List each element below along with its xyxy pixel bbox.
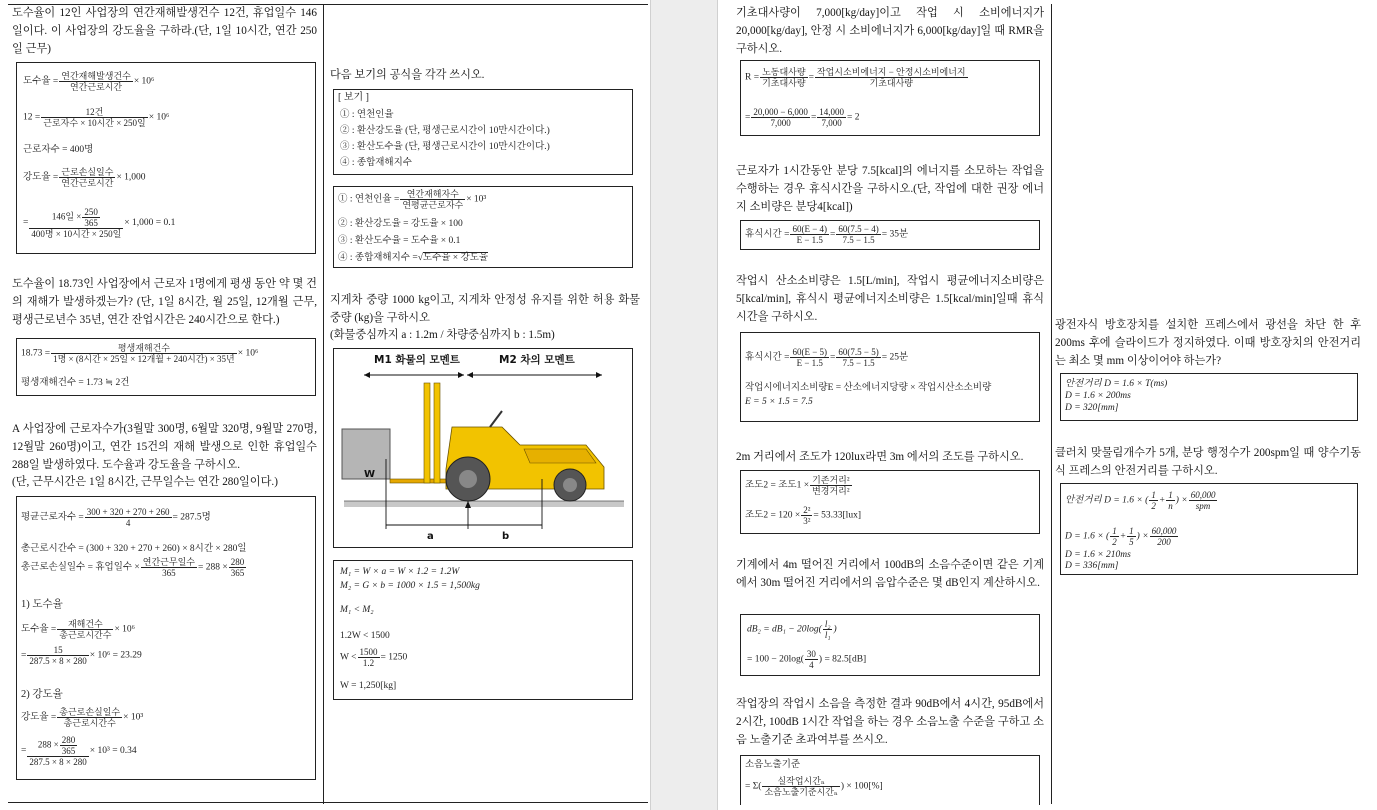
formula-line: = $\frac{15}{287.5 \times 8 \times 280}$ × 10⁶ = 23.29	[21, 645, 142, 666]
formula-line: 총근로손실일수 = 휴업일수 × $\frac{\text{연간근무일수}}{365}$ = 288 × $\frac{280}{365}$	[21, 557, 245, 578]
formula-line: 안전거리 D = 1.6 × T(ms)	[1065, 379, 1168, 389]
formula-line: R = $\frac{\text{노동대사량}}{\text{기초대사량}}$ = $\frac{\text{작업시소비에너지 − 안정시소비에너지}}{\text{기초대사량}}$	[745, 67, 966, 88]
formula-line: 휴식시간 = $\frac{60(E - 5)}{E - 1.5}$ = $\frac{60(7.5 - 5)}{7.5 - 1.5}$ = 25분	[745, 347, 909, 368]
forklift-figure	[333, 348, 633, 548]
column-divider	[323, 4, 324, 804]
mast	[434, 383, 440, 483]
example-option: ④ : 종합재해지수	[340, 158, 412, 168]
question-text: 클러치 맞물림개수가 5개, 분당 행정수가 200spm일 때 양수기동식 프레스의 안전거리를 구하시오.	[1055, 447, 1361, 478]
solution-box	[1060, 373, 1358, 421]
question-text: 광전자식 방호장치를 설치한 프레스에서 광선을 차단 한 후 200ms 후에 슬라이드가 정지하였다. 이때 방호장치의 안전거리는 최소 몇 mm 이상이어야 하는가?	[1055, 319, 1361, 368]
m1-label: M1 화물의 모멘트	[374, 354, 460, 366]
formula-line: 안전거리 D = 1.6 × ( $\frac{1}{2}$ + $\frac{1}{n}$ ) × $\frac{60,000}{\text{spm}}$	[1065, 490, 1216, 511]
solution-box	[1060, 483, 1358, 575]
page-gap	[650, 0, 718, 810]
b-label: b	[502, 531, 510, 542]
formula-line: M₁ < M₂	[340, 605, 374, 615]
formula-line: 평생재해건수 = 1.73 ≒ 2건	[21, 378, 130, 388]
formula-line: = 146일 × $\frac{250}{365}$ 400명 × 10시간 × 250일 × 1,000 = 0.1	[23, 207, 176, 239]
question-text: 도수율이 12인 사업장의 연간재해발생건수 12건, 휴업일수 146일이다. 이 사업장의 강도율을 구하라.(단, 1일 10시간, 연간 250일 근무)	[12, 7, 317, 56]
formula-line: ① : 연천인율 = $\frac{\text{연간재해자수}}{\text{연평균근로자수}}$ × 10³	[338, 189, 487, 210]
question-note: (화물중심까지 a : 1.2m / 차량중심까지 b : 1.5m)	[330, 329, 555, 341]
formula-line: dB₂ = dB₁ − 20log( $\frac{\text{l₂}}{\text{l₁}}$ )	[747, 619, 837, 640]
formula-line: 작업시에너지소비량E = 산소에너지당량 × 작업시산소소비량	[745, 383, 992, 393]
question-text: 작업시 산소소비량은 1.5[L/min], 작업시 평균에너지소비량은 5[kcal/min], 휴식시 평균에너지소비량은 1.5[kcal/min]일때 휴식시간을 구하시오.	[736, 275, 1044, 324]
right-page	[718, 0, 1377, 810]
formula-line: D = 336[mm]	[1065, 561, 1119, 571]
formula-line: E = 5 × 1.5 = 7.5	[745, 397, 813, 407]
question-text: 기계에서 4m 떨어진 거리에서 100dB의 소음수준이면 같은 기계에서 30m 떨어진 거리에서의 음압수준은 몇 dB인지 계산하시오.	[736, 559, 1044, 590]
example-box-title: [ 보기 ]	[338, 92, 369, 103]
solution-box	[16, 62, 316, 254]
formula-line: 조도2 = 120 × $\frac{\text{2²}}{\text{3²}}$ = 53.33[lux]	[745, 505, 861, 526]
formula-line: D = 1.6 × 200ms	[1065, 391, 1131, 401]
formula-line: D = 1.6 × ( $\frac{1}{2}$ + $\frac{1}{5}$ ) × $\frac{60,000}{200}$	[1065, 526, 1177, 547]
formula-line: D = 320[mm]	[1065, 403, 1119, 413]
solution-box	[740, 332, 1040, 422]
page-bottom-rule	[8, 802, 648, 803]
formula-line: = Σ( $\frac{\text{실작업시간ₙ}}{\text{소음노출기준시간ₙ}}$ ) × 100[%]	[745, 776, 883, 797]
forklift-diagram	[334, 349, 632, 547]
solution-box	[16, 496, 316, 780]
question-text: 기초대사량이 7,000[kg/day]이고 작업 시 소비에너지가 20,000[kg/day], 안정 시 소비에너지가 6,000[kg/day]일 때 RMR을 구하시오.	[736, 7, 1044, 56]
weight-label: W	[364, 469, 376, 480]
question-text: 지게차 중량 1000 kg이고, 지게차 안정성 유지를 위한 허용 화물중량 (kg)을 구하시오	[330, 294, 640, 325]
solution-box	[740, 470, 1040, 534]
formula-line: W < $\frac{1500}{1.2}$ = 1250	[340, 647, 408, 668]
question-note: (단, 근무시간은 1일 8시간, 근무일수는 연간 280일이다.)	[12, 476, 278, 488]
formula-line: 평균근로자수 = $\frac{300 + 320 + 270 + 260}{4}$ = 287.5명	[21, 507, 211, 528]
solution-box	[16, 338, 316, 396]
solution-box	[740, 220, 1040, 250]
solution-box	[333, 186, 633, 268]
formula-line: 12 = $\frac{\text{12건}}{\text{근로자수 × 10시간 × 250일}}$ × 10⁶	[23, 107, 170, 128]
example-option: ① : 연천인율	[340, 110, 394, 120]
formula-line: ③ : 환산도수율 = 도수율 × 0.1	[338, 236, 461, 246]
formula-line: ② : 환산강도율 = 강도율 × 100	[338, 219, 463, 229]
formula-line: 18.73 = $\frac{\text{평생재해건수}}{\text{1명 × (8시간 × 25일 × 12개월 + 240시간) × 35년}}$ × 10⁶	[21, 343, 259, 364]
question-text: A 사업장에 근로자수가(3월말 300명, 6월말 320명, 9월말 270명, 12월말 260명)이고, 연간 15건의 재해 발생으로 인한 휴업일수 288일 발생하였다. 도수율과 강도율을 구하시오.	[12, 423, 317, 472]
question-text: 도수율이 18.73인 사업장에서 근로자 1명에게 평생 동안 약 몇 건의 재해가 발생하겠는가? (단, 1일 8시간, 월 25일, 12개월 근무, 평생근로년수 35년, 연간 잔업시간은 240시간으로 한다.)	[12, 278, 317, 327]
question-text: 작업장의 작업시 소음을 측정한 결과 90dB에서 4시간, 95dB에서 2시간, 100dB 1시간 작업을 하는 경우 소음노출 수준을 구하고 소음 노출기준 초과여부를 쓰시오.	[736, 698, 1044, 747]
formula-line: 조도2 = 조도1 × $\frac{\text{기존거리²}}{\text{변경거리²}}$	[745, 475, 850, 496]
formula-line: = 100 − 20log( $\frac{30}{4}$ ) = 82.5[dB]	[747, 649, 867, 670]
formula-line: 도수율 = $\frac{\text{연간재해발생건수}}{\text{연간근로시간}}$ × 10⁶	[23, 71, 155, 92]
arrowhead	[364, 372, 370, 378]
formula-line: = 288 × $\frac{280}{365}$ 287.5 × 8 × 280 × 10³ = 0.34	[21, 735, 137, 767]
left-page	[0, 0, 650, 810]
question-text: 다음 보기의 공식을 각각 쓰시오.	[330, 69, 485, 81]
formula-line: 도수율 = $\frac{\text{재해건수}}{\text{총근로시간수}}$ × 10⁶	[21, 619, 135, 640]
formula-line: M₁ = W × a = W × 1.2 = 1.2W	[340, 567, 460, 577]
sub-heading: 1) 도수율	[21, 599, 63, 610]
formula-line: M₂ = G × b = 1000 × 1.5 = 1,500kg	[340, 581, 480, 591]
formula-line: 강도율 = $\frac{\text{총근로손실일수}}{\text{총근로시간수}}$ × 10³	[21, 707, 144, 728]
sub-heading: 2) 강도율	[21, 689, 63, 700]
arrowhead	[467, 372, 473, 378]
formula-line: 휴식시간 = $\frac{60(E - 4)}{E - 1.5}$ = $\frac{60(7.5 - 4)}{7.5 - 1.5}$ = 35분	[745, 224, 909, 245]
column-divider	[1051, 4, 1052, 804]
example-option: ③ : 환산도수율 (단, 평생근로시간이 10만시간이다.)	[340, 142, 550, 152]
engine-cover	[524, 449, 596, 463]
question-text: 2m 거리에서 조도가 120lux라면 3m 에서의 조도를 구하시오.	[736, 451, 1024, 463]
formula-line: 강도율 = $\frac{\text{근로손실일수}}{\text{연간근로시간}}$ × 1,000	[23, 167, 146, 188]
formula-line: ④ : 종합재해지수 =√도수율 × 강도율	[338, 253, 489, 263]
a-label: a	[427, 531, 434, 542]
formula-line: 소음노출기준	[745, 760, 801, 770]
steering	[490, 411, 502, 427]
example-box	[333, 89, 633, 175]
formula-line: D = 1.6 × 210ms	[1065, 550, 1131, 560]
formula-line: 근로자수 = 400명	[23, 145, 94, 155]
formula-line: 1.2W < 1500	[340, 631, 390, 641]
formula-line: W = 1,250[kg]	[340, 681, 397, 691]
formula-line: 총근로시간수 = (300 + 320 + 270 + 260) × 8시간 × 280일	[21, 544, 247, 554]
arrowhead	[596, 372, 602, 378]
question-text: 근로자가 1시간동안 분당 7.5[kcal]의 에너지를 소모하는 작업을 수행하는 경우 휴식시간을 구하시오.(단, 작업에 대한 권장 에너지 소비량은 분당4[kcal])	[736, 165, 1044, 214]
arrowhead	[458, 372, 464, 378]
m2-label: M2 차의 모멘트	[499, 354, 575, 366]
solution-box	[740, 60, 1040, 136]
example-option: ② : 환산강도율 (단, 평생근로시간이 10만시간이다.)	[340, 126, 550, 136]
solution-box	[333, 560, 633, 700]
solution-box	[740, 755, 1040, 805]
formula-line: = $\frac{20,000 - 6,000}{7,000}$ = $\frac{14,000}{7,000}$ = 2	[745, 107, 860, 128]
mast	[424, 383, 430, 483]
solution-box	[740, 614, 1040, 676]
